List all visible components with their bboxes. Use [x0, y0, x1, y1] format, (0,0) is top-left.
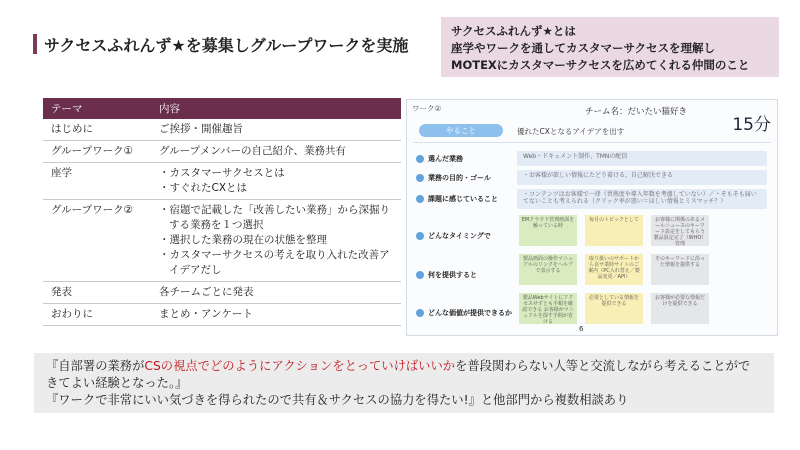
table-row	[43, 200, 401, 282]
row-theme: グループワーク②	[43, 200, 151, 282]
sticky-note: 毎月のトピックとして	[585, 215, 643, 246]
worksheet-row-label: どんなタイミングで	[416, 231, 491, 241]
table-row	[43, 304, 401, 326]
row-content	[151, 304, 401, 326]
row-theme: おわりに	[43, 304, 151, 326]
bullet-icon	[416, 271, 424, 279]
content-line: ・すぐれたCXとは	[159, 182, 248, 194]
row-theme: グループワーク①	[43, 141, 151, 163]
worksheet-row-label: 何を提供すると	[416, 270, 477, 280]
content-line: ・カスタマーサクセスとは	[159, 167, 285, 179]
row-content	[151, 200, 401, 282]
content-line: する業務を１つ選択	[169, 219, 264, 231]
sticky-note: お客様に関係のあるメールニュースのキーワード設定をしてもらう 製品設定完了（WHO）管理	[651, 215, 709, 246]
content-line: 各チームごとに発表	[159, 286, 254, 298]
content-line: イデアだし	[169, 264, 222, 276]
divider	[413, 142, 771, 143]
sticky-note: 製品画面の操作マニュアルのリンクをヘルプで表示する	[519, 254, 577, 285]
row-content	[151, 141, 401, 163]
table-row	[43, 163, 401, 200]
worksheet-row-label: 業務の目的・ゴール	[416, 173, 491, 183]
content-line: まとめ・アンケート	[159, 308, 253, 320]
team-name: チーム名：だいたい猫好き	[585, 107, 688, 117]
title-accent-bar	[33, 34, 37, 54]
table-row	[43, 119, 401, 141]
bullet-icon	[416, 309, 424, 317]
sticky-note: 必要としている情報を提供できる	[585, 293, 643, 324]
row-theme: 座学	[43, 163, 151, 200]
content-line: グループメンバーの自己紹介、業務共有	[159, 145, 347, 157]
row-content	[151, 119, 401, 141]
row-content	[151, 163, 401, 200]
definition-line: サクセスふれんず★とは	[451, 24, 576, 38]
feedback-quote-2: 『ワークで非常にいい気づきを得られたので共有＆サクセスの協力を得たい!』と他部門から複数相談あり	[46, 393, 629, 407]
table-row	[43, 141, 401, 163]
worksheet-screenshot	[406, 99, 778, 336]
worksheet-row-label: どんな価値が提供できるか	[416, 308, 512, 318]
highlight-text: CSの視点でどのようにアクションをとっていけばいいか	[144, 359, 456, 373]
page-number: 6	[579, 325, 584, 333]
slide-title: サクセスふれんず★を募集しグループワークを実施	[44, 36, 409, 55]
definition-line: MOTEXにカスタマーサクセスを広めてくれる仲間のこと	[451, 58, 750, 72]
agenda-header-row	[43, 98, 401, 119]
worksheet-row-label: 選んだ業務	[416, 154, 463, 164]
feedback-box	[34, 353, 774, 413]
row-theme: はじめに	[43, 119, 151, 141]
worksheet-label: ワーク②	[412, 104, 442, 113]
todo-text: 優れたCXとなるアイデアを出す	[517, 127, 625, 136]
header-theme: テーマ	[43, 98, 151, 119]
row-content	[151, 282, 401, 304]
row-theme: 発表	[43, 282, 151, 304]
content-line: ・宿題で記載した「改善したい業務」から深掘り	[159, 204, 390, 216]
bullet-icon	[416, 155, 424, 163]
table-row	[43, 282, 401, 304]
content-line: ご挨拶・開催趣旨	[159, 123, 243, 135]
sticky-note: そのキーワードに沿った情報を提供する	[651, 254, 709, 285]
definition-box	[441, 17, 779, 77]
bullet-icon	[416, 195, 424, 203]
header-content: 内容	[151, 98, 401, 119]
sticky-note: 取り扱いのサポートから良サ業時サイトのご案内（PC入れ替え／製品変更／API）	[585, 254, 643, 285]
agenda-table	[43, 98, 401, 326]
sticky-note: お客様が必要な情報だけを提供できる	[651, 293, 709, 324]
content-line: ・カスタマーサクセスの考えを取り入れた改善ア	[159, 249, 390, 261]
worksheet-row-bar: ・コンテンツはお客様で一律（習熟度や導入年数を考慮していない）／・そもそも届いてないことも考えられる（クリック率が悪い＝ほしい情報とミスマッチ？）	[517, 189, 767, 209]
feedback-quote-1: 『自部署の業務がCSの視点でどのようにアクションをとっていけばいいかを普段関わらない人等と交流しながら考えることができてよい経験となった。』	[46, 359, 751, 390]
todo-badge: やること	[419, 124, 503, 137]
bullet-icon	[416, 174, 424, 182]
bullet-icon	[416, 232, 424, 240]
worksheet-row-label: 課題に感じていること	[416, 194, 498, 204]
content-line: ・選択した業務の現在の状態を整理	[159, 234, 327, 246]
worksheet-row-bar: ・お客様が欲しい情報にたどり着ける、自己解決できる	[517, 170, 767, 185]
timer: 15分	[732, 115, 771, 135]
sticky-note: 製品Webサイトにアクセスせずとも手順を確認できる お客様がマニュアルを探す手間が省ける	[519, 293, 577, 324]
sticky-note: EMクラウド管理画面を触っている時	[519, 215, 577, 246]
worksheet-row-bar: Web・ドキュメント制作、TMNの配信	[517, 151, 767, 166]
definition-line: 座学やワークを通してカスタマーサクセスを理解し	[451, 41, 716, 55]
